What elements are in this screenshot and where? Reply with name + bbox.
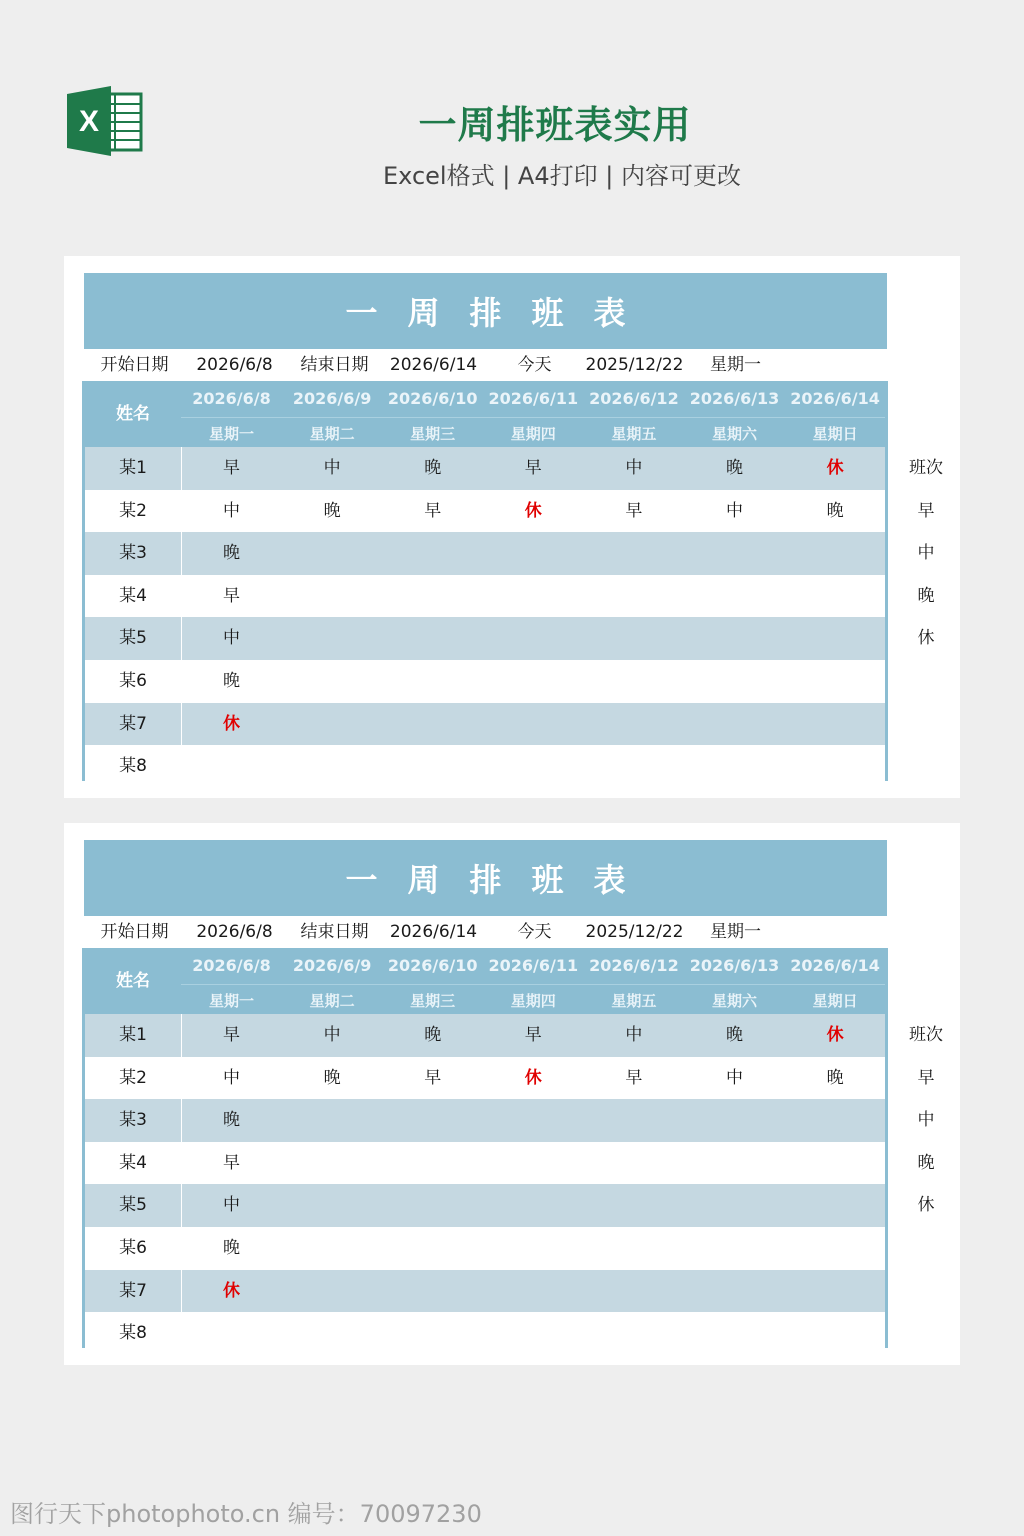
legend-item: 晚 [917, 585, 935, 606]
legend-item: 早 [917, 500, 935, 521]
today-value: 2025/12/22 [585, 355, 684, 375]
shift-cell[interactable] [785, 1227, 886, 1270]
column-date: 2026/6/11 [488, 389, 579, 408]
shift-cell[interactable] [483, 575, 584, 618]
shift-cell[interactable] [483, 703, 584, 746]
employee-name[interactable]: 某2 [119, 1067, 147, 1088]
legend-item: 晚 [917, 1152, 935, 1173]
day-column-header [785, 381, 886, 447]
shift-cell[interactable]: 早 [524, 1025, 542, 1045]
column-weekday: 星期四 [510, 425, 556, 443]
shift-cell[interactable]: 休 [223, 1280, 240, 1301]
day-column-header [583, 381, 684, 447]
today-label: 今天 [517, 922, 552, 942]
shift-cell[interactable]: 早 [424, 1067, 442, 1088]
table-row [85, 703, 885, 746]
shift-cell[interactable] [382, 1312, 483, 1355]
shift-cell[interactable] [684, 532, 785, 575]
shift-cell[interactable] [382, 1227, 483, 1270]
shift-cell[interactable]: 休 [223, 713, 240, 734]
employee-name[interactable]: 某2 [119, 500, 147, 521]
day-column-header [483, 381, 584, 447]
column-date: 2026/6/12 [589, 956, 679, 975]
shift-cell[interactable] [785, 575, 886, 618]
shift-cell[interactable]: 早 [625, 1067, 643, 1088]
shift-cell[interactable] [282, 1184, 383, 1227]
column-date: 2026/6/12 [589, 389, 679, 408]
shift-cell[interactable] [382, 660, 483, 703]
day-column-header [181, 381, 282, 447]
table-row [85, 1227, 885, 1270]
shift-cell[interactable] [282, 1142, 383, 1185]
column-date: 2026/6/9 [292, 389, 372, 408]
shift-cell[interactable] [684, 1142, 785, 1185]
table-header [85, 948, 885, 1014]
shift-cell[interactable] [282, 1270, 383, 1313]
column-weekday: 星期二 [309, 992, 355, 1010]
column-weekday: 星期四 [510, 992, 556, 1010]
shift-cell[interactable] [282, 1227, 383, 1270]
column-date: 2026/6/9 [292, 956, 372, 975]
shift-cell[interactable]: 休 [826, 458, 844, 478]
shift-cell[interactable] [785, 1099, 886, 1142]
shift-cell[interactable]: 中 [625, 1025, 643, 1045]
today-value: 2025/12/22 [585, 922, 684, 942]
schedule-sheet [64, 256, 960, 798]
shift-cell[interactable] [583, 660, 684, 703]
info-row [84, 349, 887, 381]
shift-cell[interactable]: 早 [223, 1152, 240, 1173]
shift-cell[interactable] [483, 660, 584, 703]
shift-cell[interactable] [684, 617, 785, 660]
start-date-value[interactable]: 2026/6/8 [196, 355, 273, 375]
shift-cell[interactable] [483, 617, 584, 660]
column-weekday: 星期五 [611, 992, 657, 1010]
table-header [85, 381, 885, 447]
today-label: 今天 [517, 355, 552, 375]
shift-cell[interactable]: 早 [424, 500, 442, 521]
table-row [85, 1099, 885, 1142]
column-weekday: 星期六 [711, 992, 757, 1010]
employee-name[interactable]: 某3 [119, 543, 147, 564]
shift-cell[interactable] [483, 1142, 584, 1185]
legend-title: 班次 [909, 458, 943, 478]
shift-cell[interactable]: 中 [726, 1067, 743, 1088]
start-date-label: 开始日期 [100, 922, 169, 942]
column-date: 2026/6/8 [192, 389, 271, 408]
shift-cell[interactable] [382, 1142, 483, 1185]
shift-cell[interactable] [483, 1227, 584, 1270]
shift-cell[interactable]: 晚 [223, 1110, 240, 1131]
employee-name[interactable]: 某4 [119, 585, 147, 606]
shift-cell[interactable] [785, 1142, 886, 1185]
column-weekday: 星期日 [812, 425, 858, 443]
table-row [85, 1312, 885, 1355]
shift-cell[interactable] [282, 575, 383, 618]
shift-cell[interactable] [785, 617, 886, 660]
shift-cell[interactable]: 中 [323, 458, 341, 478]
end-date-value[interactable]: 2026/6/14 [389, 355, 478, 375]
table-row [85, 532, 885, 575]
shift-cell[interactable]: 中 [726, 500, 743, 521]
shift-cell[interactable]: 晚 [223, 543, 240, 564]
column-weekday: 星期六 [711, 425, 757, 443]
column-date: 2026/6/10 [387, 389, 478, 408]
shift-cell[interactable] [282, 745, 383, 788]
shift-cell[interactable] [583, 703, 684, 746]
shift-cell[interactable] [382, 1270, 483, 1313]
day-column-header [282, 381, 383, 447]
shift-cell[interactable]: 中 [223, 1195, 240, 1216]
schedule-table [82, 948, 888, 1348]
shift-cell[interactable] [684, 1270, 785, 1313]
table-row [85, 660, 885, 703]
shift-cell[interactable] [282, 660, 383, 703]
shift-cell[interactable]: 早 [625, 500, 643, 521]
page-title: 一周排班表实用 [418, 103, 692, 147]
shift-cell[interactable] [282, 1099, 383, 1142]
shift-cell[interactable]: 晚 [323, 500, 341, 521]
day-column-header [785, 948, 886, 1014]
shift-cell[interactable] [583, 745, 684, 788]
shift-cell[interactable]: 中 [223, 628, 240, 649]
table-row [85, 1270, 885, 1313]
shift-cell[interactable] [583, 532, 684, 575]
column-weekday: 星期三 [410, 992, 456, 1010]
employee-name[interactable]: 某7 [119, 1280, 147, 1301]
shift-cell[interactable] [583, 1184, 684, 1227]
column-weekday: 星期日 [812, 992, 858, 1010]
shift-cell[interactable] [483, 1312, 584, 1355]
employee-name[interactable]: 某8 [119, 1323, 147, 1344]
shift-cell[interactable] [483, 745, 584, 788]
table-row [85, 1184, 885, 1227]
legend-item: 休 [917, 628, 935, 649]
shift-cell[interactable] [382, 745, 483, 788]
legend-item: 休 [917, 1195, 935, 1216]
employee-name[interactable]: 某6 [119, 671, 147, 691]
employee-name[interactable]: 某7 [119, 713, 147, 734]
today-weekday: 星期一 [710, 355, 761, 375]
column-weekday: 星期二 [309, 425, 355, 443]
shift-cell[interactable] [181, 745, 282, 788]
shift-cell[interactable] [382, 532, 483, 575]
shift-cell[interactable] [684, 745, 785, 788]
shift-cell[interactable] [382, 575, 483, 618]
shift-cell[interactable]: 中 [323, 1025, 341, 1045]
day-column-header [282, 948, 383, 1014]
shift-cell[interactable]: 晚 [826, 500, 844, 521]
shift-cell[interactable] [282, 703, 383, 746]
shift-cell[interactable] [382, 703, 483, 746]
shift-cell[interactable]: 晚 [424, 1025, 442, 1045]
table-row [85, 1014, 885, 1057]
shift-cell[interactable]: 晚 [424, 458, 442, 478]
end-date-label: 结束日期 [300, 355, 369, 375]
shift-cell[interactable] [583, 1312, 684, 1355]
schedule-table [82, 381, 888, 781]
shift-cell[interactable] [684, 1099, 785, 1142]
shift-cell[interactable] [483, 1270, 584, 1313]
column-date: 2026/6/10 [387, 956, 478, 975]
name-column-header: 姓名 [116, 971, 150, 991]
shift-cell[interactable] [583, 617, 684, 660]
employee-name[interactable]: 某4 [119, 1152, 147, 1173]
shift-cell[interactable] [181, 1312, 282, 1355]
column-date: 2026/6/13 [689, 956, 780, 975]
column-weekday: 星期一 [208, 425, 254, 443]
info-row [84, 916, 887, 948]
shift-cell[interactable] [785, 660, 886, 703]
shift-cell[interactable]: 早 [524, 458, 542, 478]
excel-logo-letter: X [78, 105, 100, 138]
shift-cell[interactable]: 晚 [323, 1067, 341, 1088]
day-column-header [181, 948, 282, 1014]
column-weekday: 星期一 [208, 992, 254, 1010]
shift-cell[interactable] [583, 1227, 684, 1270]
table-row [85, 575, 885, 618]
legend-item: 中 [917, 1110, 935, 1131]
day-column-header [483, 948, 584, 1014]
shift-cell[interactable] [282, 1312, 383, 1355]
employee-name[interactable]: 某6 [119, 1238, 147, 1258]
table-row [85, 745, 885, 788]
shift-cell[interactable] [684, 660, 785, 703]
schedule-sheet [64, 823, 960, 1365]
shift-cell[interactable]: 晚 [726, 458, 743, 478]
shift-cell[interactable]: 早 [223, 585, 240, 606]
table-row [85, 447, 885, 490]
table-row [85, 1142, 885, 1185]
legend-title: 班次 [909, 1025, 943, 1045]
sheet-banner: 一周排班表 [84, 840, 887, 916]
day-column-header [382, 948, 483, 1014]
shift-cell[interactable] [785, 532, 886, 575]
shift-cell[interactable] [583, 575, 684, 618]
shift-cell[interactable] [684, 703, 785, 746]
employee-name[interactable]: 某1 [119, 458, 147, 478]
day-column-header [583, 948, 684, 1014]
shift-cell[interactable]: 休 [524, 500, 542, 521]
shift-cell[interactable] [382, 1184, 483, 1227]
watermark-text: 图行天下photophoto.cn 编号：70097230 [10, 1500, 482, 1528]
column-date: 2026/6/13 [689, 389, 780, 408]
shift-cell[interactable]: 晚 [223, 1238, 240, 1258]
end-date-value[interactable]: 2026/6/14 [389, 922, 478, 942]
shift-cell[interactable]: 晚 [223, 671, 240, 691]
shift-cell[interactable]: 中 [625, 458, 643, 478]
shift-cell[interactable] [785, 703, 886, 746]
start-date-label: 开始日期 [100, 355, 169, 375]
employee-name[interactable]: 某8 [119, 756, 147, 777]
shift-cell[interactable] [785, 1184, 886, 1227]
shift-cell[interactable] [583, 1142, 684, 1185]
column-weekday: 星期五 [611, 425, 657, 443]
shift-cell[interactable] [583, 1270, 684, 1313]
shift-cell[interactable]: 早 [223, 458, 240, 478]
name-column-header: 姓名 [116, 404, 150, 424]
shift-cell[interactable] [785, 1312, 886, 1355]
shift-cell[interactable] [684, 575, 785, 618]
shift-cell[interactable] [583, 1099, 684, 1142]
shift-cell[interactable]: 晚 [826, 1067, 844, 1088]
employee-name[interactable]: 某3 [119, 1110, 147, 1131]
shift-cell[interactable]: 中 [223, 500, 240, 521]
shift-cell[interactable]: 早 [223, 1025, 240, 1045]
page-subtitle: Excel格式 | A4打印 | 内容可更改 [383, 162, 741, 190]
shift-cell[interactable]: 休 [826, 1025, 844, 1045]
today-weekday: 星期一 [710, 922, 761, 942]
table-row [85, 1057, 885, 1100]
shift-cell[interactable]: 晚 [726, 1025, 743, 1045]
column-date: 2026/6/14 [790, 956, 880, 975]
day-column-header [684, 381, 785, 447]
column-date: 2026/6/8 [192, 956, 271, 975]
shift-cell[interactable] [684, 1184, 785, 1227]
shift-cell[interactable]: 休 [524, 1067, 542, 1088]
table-row [85, 617, 885, 660]
shift-cell[interactable]: 中 [223, 1067, 240, 1088]
shift-cell[interactable] [382, 617, 483, 660]
start-date-value[interactable]: 2026/6/8 [196, 922, 273, 942]
table-row [85, 490, 885, 533]
column-weekday: 星期三 [410, 425, 456, 443]
shift-cell[interactable] [684, 1312, 785, 1355]
employee-name[interactable]: 某5 [119, 628, 147, 649]
shift-cell[interactable] [684, 1227, 785, 1270]
shift-cell[interactable] [282, 532, 383, 575]
day-column-header [684, 948, 785, 1014]
day-column-header [382, 381, 483, 447]
shift-cell[interactable] [483, 532, 584, 575]
sheet-banner: 一周排班表 [84, 273, 887, 349]
legend-item: 中 [917, 543, 935, 564]
column-date: 2026/6/14 [790, 389, 880, 408]
shift-cell[interactable] [483, 1099, 584, 1142]
shift-cell[interactable] [382, 1099, 483, 1142]
employee-name[interactable]: 某5 [119, 1195, 147, 1216]
shift-cell[interactable] [282, 617, 383, 660]
shift-cell[interactable] [483, 1184, 584, 1227]
column-date: 2026/6/11 [488, 956, 579, 975]
shift-cell[interactable] [785, 1270, 886, 1313]
end-date-label: 结束日期 [300, 922, 369, 942]
employee-name[interactable]: 某1 [119, 1025, 147, 1045]
shift-cell[interactable] [785, 745, 886, 788]
legend-item: 早 [917, 1067, 935, 1088]
